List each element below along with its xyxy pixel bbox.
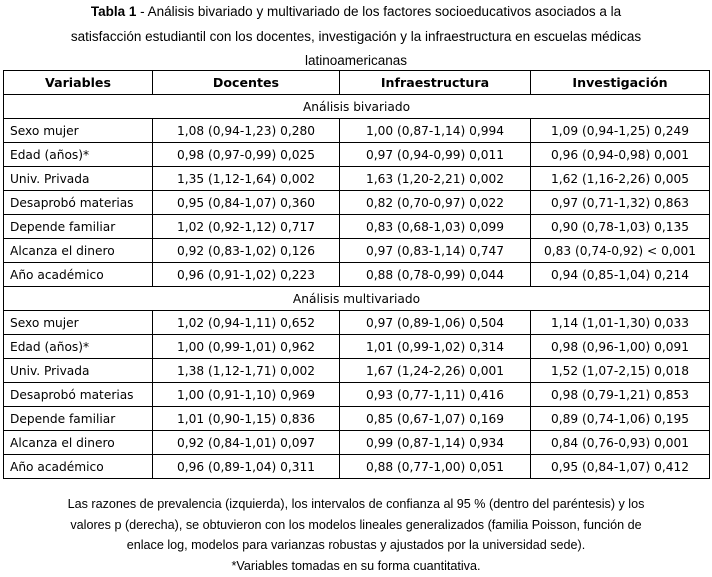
- table-row: [4, 431, 710, 455]
- table-row: [4, 383, 710, 407]
- infraestructura-cell: 0,97 (0,89-1,06) 0,504: [340, 311, 531, 335]
- investigacion-cell: 1,62 (1,16-2,26) 0,005: [531, 167, 710, 191]
- investigacion-cell: 1,52 (1,07-2,15) 0,018: [531, 359, 710, 383]
- header-infraestructura: Infraestructura: [340, 71, 531, 95]
- table-row: [4, 311, 710, 335]
- investigacion-cell: 0,95 (0,84-1,07) 0,412: [531, 455, 710, 479]
- section-row: [4, 95, 710, 119]
- caption-title-line-1: Análisis bivariado y multivariado de los factores socioeducativos asociados a la: [147, 4, 622, 19]
- footnote-line-4: *Variables tomadas en su forma cuantitativa.: [231, 558, 481, 573]
- docentes-cell: 0,96 (0,89-1,04) 0,311: [153, 455, 340, 479]
- table-row: [4, 167, 710, 191]
- infraestructura-cell: 0,97 (0,83-1,14) 0,747: [340, 239, 531, 263]
- variable-cell: Depende familiar: [4, 407, 153, 431]
- variable-cell: Edad (años)*: [4, 143, 153, 167]
- investigacion-cell: 0,90 (0,78-1,03) 0,135: [531, 215, 710, 239]
- variable-cell: Año académico: [4, 263, 153, 287]
- footnote-line-3: enlace log, modelos para varianzas robustas y ajustados por la universidad sede).: [126, 538, 586, 552]
- infraestructura-cell: 0,85 (0,67-1,07) 0,169: [340, 407, 531, 431]
- infraestructura-cell: 1,67 (1,24-2,26) 0,001: [340, 359, 531, 383]
- docentes-cell: 0,98 (0,97-0,99) 0,025: [153, 143, 340, 167]
- variable-cell: Univ. Privada: [4, 359, 153, 383]
- investigacion-cell: 0,98 (0,96-1,00) 0,091: [531, 335, 710, 359]
- docentes-cell: 1,00 (0,99-1,01) 0,962: [153, 335, 340, 359]
- docentes-cell: 1,02 (0,92-1,12) 0,717: [153, 215, 340, 239]
- infraestructura-cell: 0,97 (0,94-0,99) 0,011: [340, 143, 531, 167]
- infraestructura-cell: 1,00 (0,87-1,14) 0,994: [340, 119, 531, 143]
- variable-cell: Edad (años)*: [4, 335, 153, 359]
- table-caption: [0, 0, 712, 74]
- header-variables: Variables: [4, 71, 153, 95]
- variable-cell: Depende familiar: [4, 215, 153, 239]
- docentes-cell: 1,08 (0,94-1,23) 0,280: [153, 119, 340, 143]
- variable-cell: Desaprobó materias: [4, 191, 153, 215]
- investigacion-cell: 0,94 (0,85-1,04) 0,214: [531, 263, 710, 287]
- table-body: [4, 95, 710, 479]
- table-row: [4, 455, 710, 479]
- docentes-cell: 0,92 (0,84-1,01) 0,097: [153, 431, 340, 455]
- infraestructura-cell: 1,63 (1,20-2,21) 0,002: [340, 167, 531, 191]
- table-row: [4, 215, 710, 239]
- section-title: Análisis multivariado: [4, 287, 710, 311]
- docentes-cell: 1,02 (0,94-1,11) 0,652: [153, 311, 340, 335]
- infraestructura-cell: 0,88 (0,78-0,99) 0,044: [340, 263, 531, 287]
- variable-cell: Alcanza el dinero: [4, 239, 153, 263]
- infraestructura-cell: 0,99 (0,87-1,14) 0,934: [340, 431, 531, 455]
- docentes-cell: 1,38 (1,12-1,71) 0,002: [153, 359, 340, 383]
- caption-line-3: latinoamericanas: [304, 53, 408, 68]
- footnote-line-2: valores p (derecha), se obtuvieron con los modelos lineales generalizados (familia Poisson, función de: [70, 517, 642, 532]
- caption-label: Tabla 1: [90, 4, 137, 19]
- table-row: [4, 191, 710, 215]
- table-row: [4, 335, 710, 359]
- caption-line-1: [0, 0, 712, 25]
- header-docentes: Docentes: [153, 71, 340, 95]
- investigacion-cell: 0,97 (0,71-1,32) 0,863: [531, 191, 710, 215]
- variable-cell: Sexo mujer: [4, 311, 153, 335]
- table-row: [4, 239, 710, 263]
- table-footnote: [0, 494, 712, 576]
- docentes-cell: 1,35 (1,12-1,64) 0,002: [153, 167, 340, 191]
- caption-separator: -: [136, 4, 148, 19]
- header-investigacion: Investigación: [531, 71, 710, 95]
- investigacion-cell: 0,89 (0,74-1,06) 0,195: [531, 407, 710, 431]
- table-row: [4, 143, 710, 167]
- variable-cell: Univ. Privada: [4, 167, 153, 191]
- section-row: [4, 287, 710, 311]
- investigacion-cell: 0,96 (0,94-0,98) 0,001: [531, 143, 710, 167]
- docentes-cell: 0,92 (0,83-1,02) 0,126: [153, 239, 340, 263]
- docentes-cell: 0,96 (0,91-1,02) 0,223: [153, 263, 340, 287]
- variable-cell: Alcanza el dinero: [4, 431, 153, 455]
- infraestructura-cell: 0,82 (0,70-0,97) 0,022: [340, 191, 531, 215]
- docentes-cell: 0,95 (0,84-1,07) 0,360: [153, 191, 340, 215]
- infraestructura-cell: 0,93 (0,77-1,11) 0,416: [340, 383, 531, 407]
- caption-line-2: satisfacción estudiantil con los docentes, investigación y la infraestructura en escuelas médicas: [70, 28, 642, 44]
- investigacion-cell: 0,83 (0,74-0,92) < 0,001: [531, 239, 710, 263]
- table-row: [4, 263, 710, 287]
- footnote-line-1: Las razones de prevalencia (izquierda), los intervalos de confianza al 95 % (dentro del paréntesis) y los: [67, 497, 645, 511]
- results-table: [3, 70, 710, 479]
- variable-cell: Desaprobó materias: [4, 383, 153, 407]
- table-row: [4, 359, 710, 383]
- investigacion-cell: 1,09 (0,94-1,25) 0,249: [531, 119, 710, 143]
- variable-cell: Sexo mujer: [4, 119, 153, 143]
- infraestructura-cell: 0,83 (0,68-1,03) 0,099: [340, 215, 531, 239]
- header-row: [4, 71, 710, 95]
- investigacion-cell: 1,14 (1,01-1,30) 0,033: [531, 311, 710, 335]
- variable-cell: Año académico: [4, 455, 153, 479]
- docentes-cell: 1,01 (0,90-1,15) 0,836: [153, 407, 340, 431]
- docentes-cell: 1,00 (0,91-1,10) 0,969: [153, 383, 340, 407]
- infraestructura-cell: 1,01 (0,99-1,02) 0,314: [340, 335, 531, 359]
- table-row: [4, 119, 710, 143]
- table-row: [4, 407, 710, 431]
- investigacion-cell: 0,98 (0,79-1,21) 0,853: [531, 383, 710, 407]
- investigacion-cell: 0,84 (0,76-0,93) 0,001: [531, 431, 710, 455]
- infraestructura-cell: 0,88 (0,77-1,00) 0,051: [340, 455, 531, 479]
- section-title: Análisis bivariado: [4, 95, 710, 119]
